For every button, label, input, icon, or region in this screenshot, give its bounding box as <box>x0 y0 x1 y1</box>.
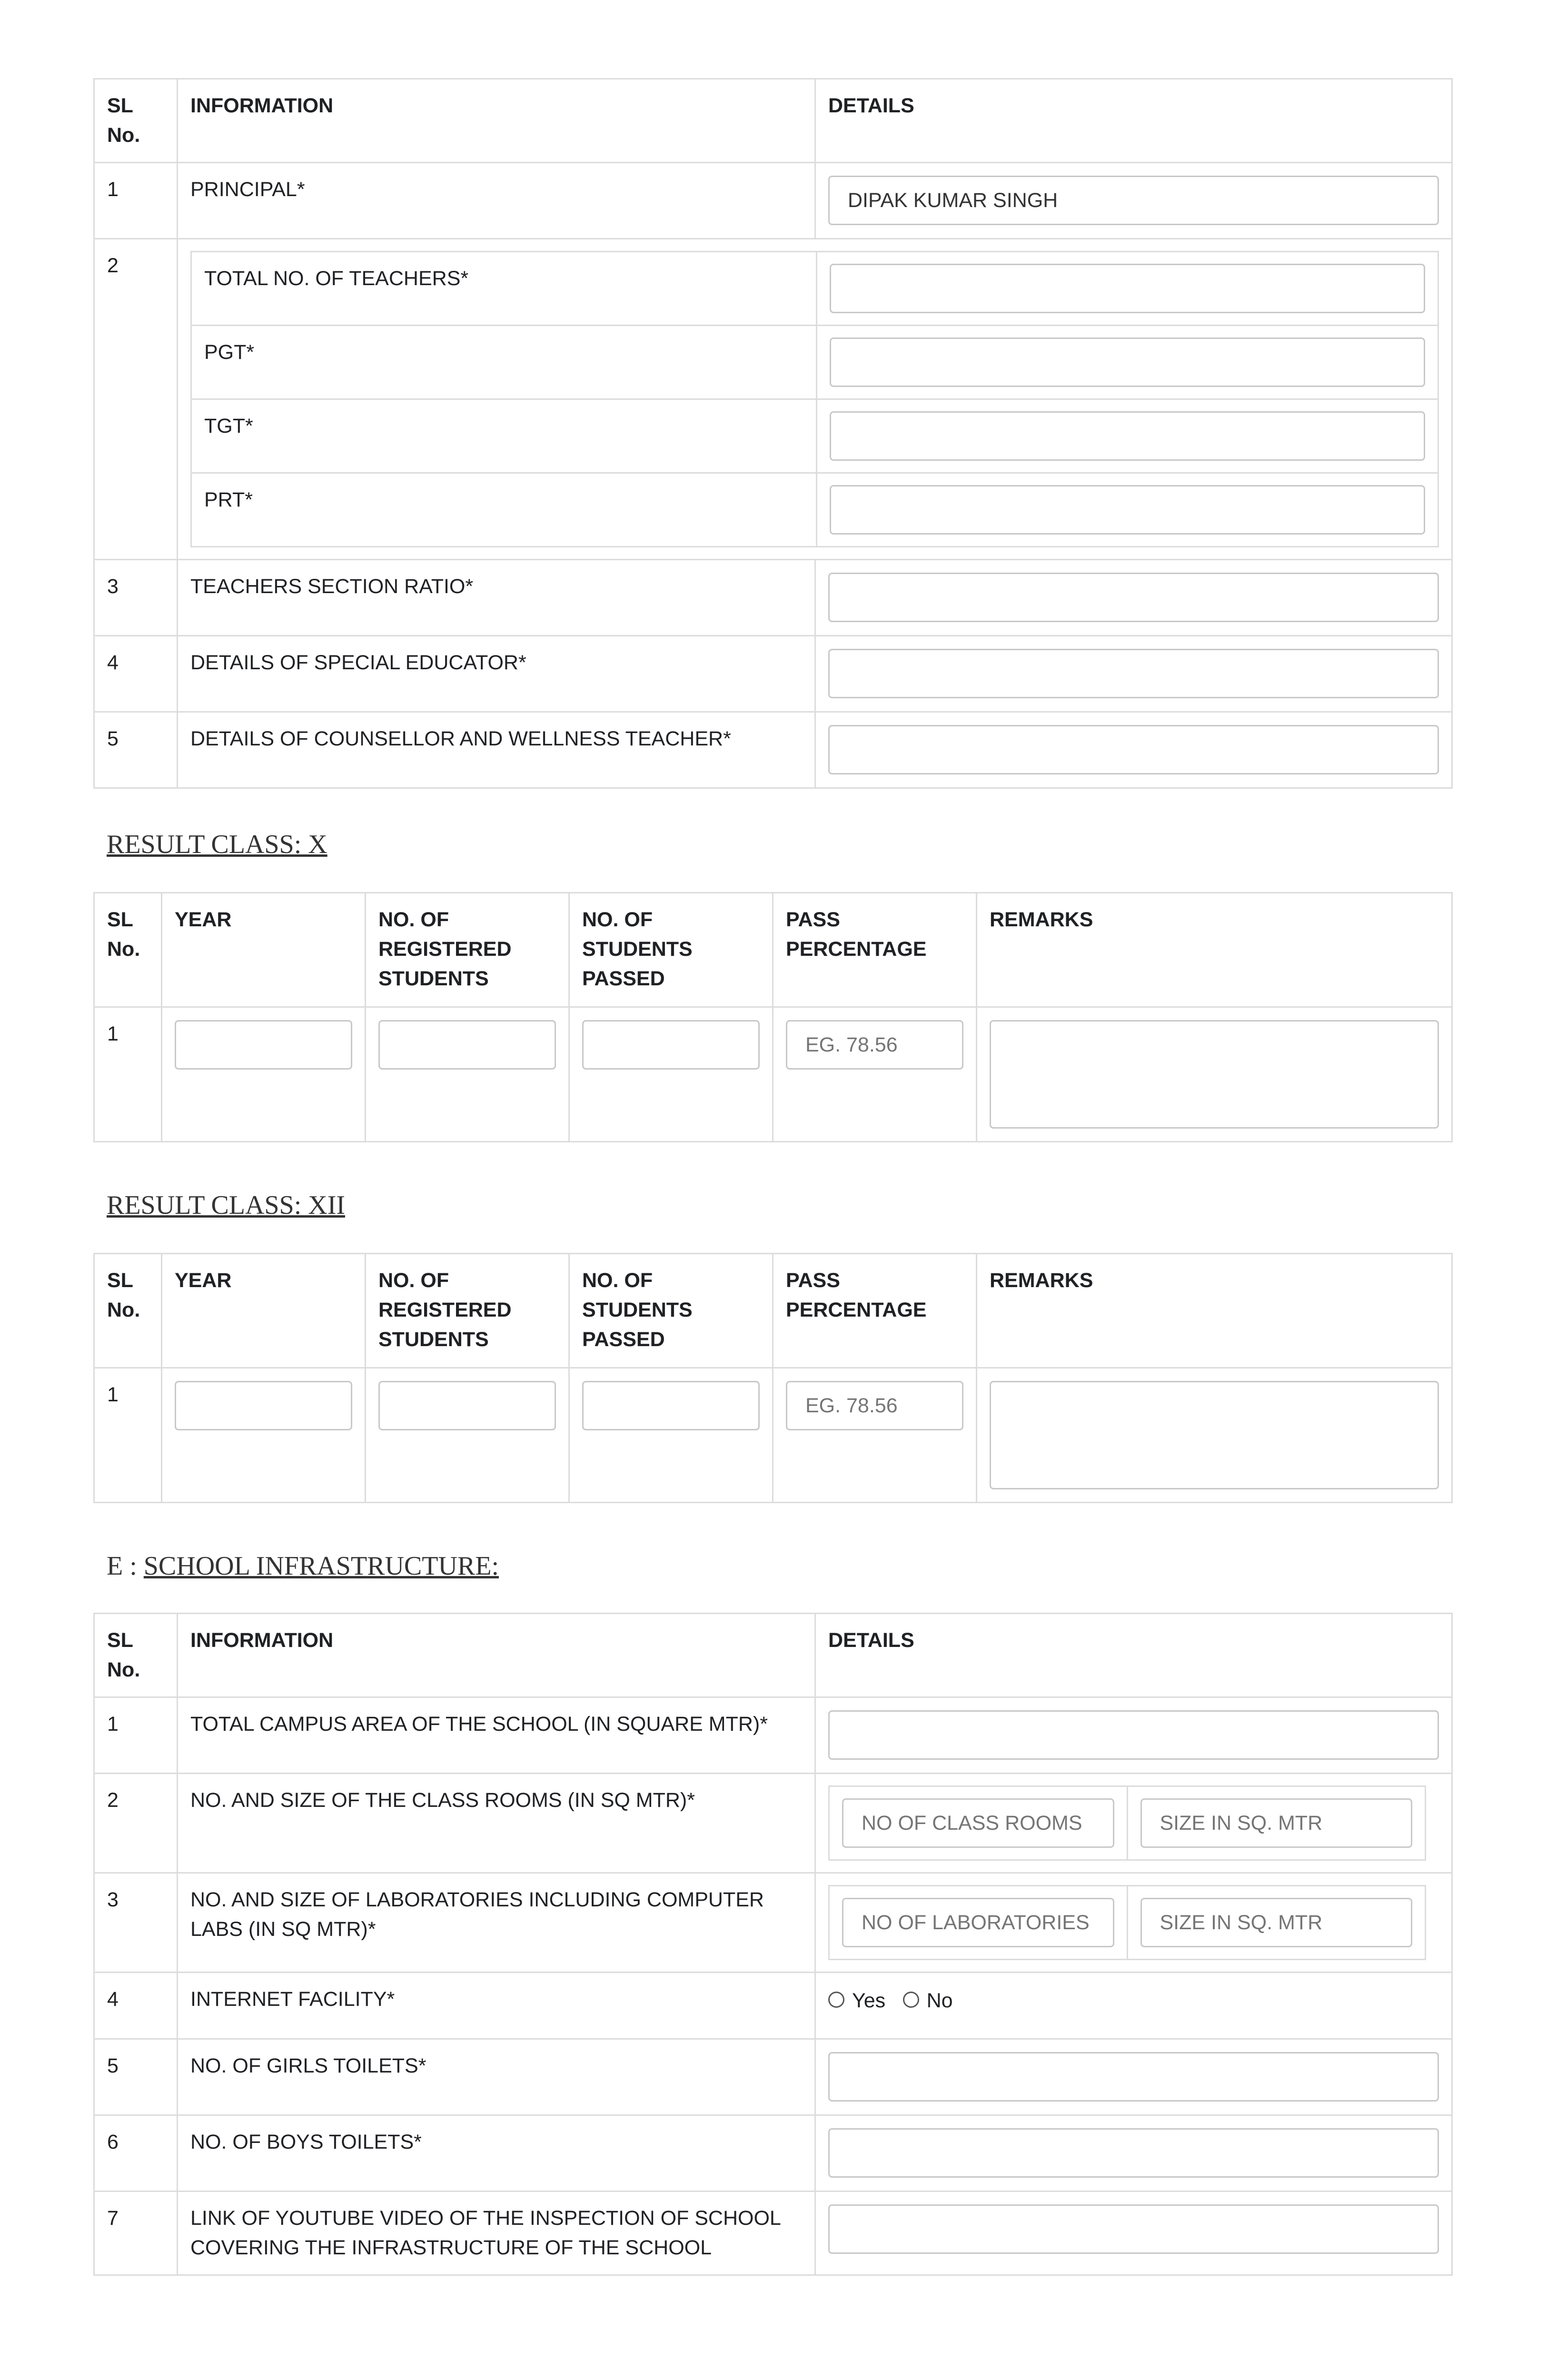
internet-facility-label: INTERNET FACILITY* <box>178 1973 815 2039</box>
prt-label: PRT* <box>191 473 817 547</box>
row-sl: 3 <box>94 560 178 636</box>
year-input[interactable] <box>175 1020 352 1070</box>
principal-input[interactable]: DIPAK KUMAR SINGH <box>828 176 1439 225</box>
infrastructure-heading <box>107 1551 499 1581</box>
pass-percentage-input[interactable]: EG. 78.56 <box>786 1381 963 1430</box>
row-sl: 7 <box>94 2192 178 2275</box>
pass-percentage-input[interactable]: EG. 78.56 <box>786 1020 963 1070</box>
staff-table <box>93 78 1453 789</box>
remarks-textarea[interactable] <box>990 1020 1439 1129</box>
youtube-link-label: LINK OF YOUTUBE VIDEO OF THE INSPECTION OF SCHOOL COVERING THE INFRASTRUCTURE OF THE SCHOOL <box>178 2192 815 2275</box>
campus-area-input[interactable] <box>828 1710 1439 1760</box>
counsellor-label: DETAILS OF COUNSELLOR AND WELLNESS TEACHER* <box>178 712 815 788</box>
class-rooms-subtable <box>828 1785 1426 1861</box>
row-sl: 1 <box>94 1697 178 1774</box>
teachers-section-ratio-input[interactable] <box>828 573 1439 622</box>
infrastructure-heading-title: SCHOOL INFRASTRUCTURE: <box>143 1551 499 1581</box>
total-teachers-input[interactable] <box>830 264 1425 313</box>
header-information: INFORMATION <box>178 1614 815 1697</box>
tgt-input[interactable] <box>830 411 1425 461</box>
year-input[interactable] <box>175 1381 352 1430</box>
row-sl: 4 <box>94 636 178 712</box>
header-registered: NO. OF REGISTERED STUDENTS <box>366 1254 569 1368</box>
header-pass-percentage: PASS PERCENTAGE <box>773 893 977 1007</box>
boys-toilets-input[interactable] <box>828 2128 1439 2178</box>
header-passed: NO. OF STUDENTS PASSED <box>569 1254 773 1368</box>
header-sl: SL No. <box>94 1614 178 1697</box>
row-sl: 2 <box>94 1774 178 1873</box>
tgt-label: TGT* <box>191 399 817 473</box>
header-information: INFORMATION <box>178 79 815 163</box>
row-sl: 6 <box>94 2115 178 2192</box>
class-rooms-size-input[interactable]: SIZE IN SQ. MTR <box>1140 1798 1413 1848</box>
principal-label: PRINCIPAL* <box>178 163 815 239</box>
pgt-input[interactable] <box>830 337 1425 387</box>
header-details: DETAILS <box>815 1614 1452 1697</box>
row-sl: 4 <box>94 1973 178 2039</box>
row-sl: 1 <box>94 163 178 239</box>
row-sl: 3 <box>94 1873 178 1973</box>
result-x-heading: RESULT CLASS: X <box>107 830 327 859</box>
infrastructure-table <box>93 1613 1453 2276</box>
prt-input[interactable] <box>830 485 1425 535</box>
youtube-link-input[interactable] <box>828 2204 1439 2254</box>
header-year: YEAR <box>162 893 366 1007</box>
class-rooms-label: NO. AND SIZE OF THE CLASS ROOMS (IN SQ MTR)* <box>178 1774 815 1873</box>
pgt-label: PGT* <box>191 326 817 399</box>
registered-input[interactable] <box>378 1381 556 1430</box>
counsellor-input[interactable] <box>828 725 1439 774</box>
header-sl: SL No. <box>94 1254 162 1368</box>
header-registered: NO. OF REGISTERED STUDENTS <box>366 893 569 1007</box>
row-sl: 1 <box>94 1368 162 1503</box>
campus-area-label: TOTAL CAMPUS AREA OF THE SCHOOL (IN SQUARE MTR)* <box>178 1697 815 1774</box>
header-passed: NO. OF STUDENTS PASSED <box>569 893 773 1007</box>
remarks-textarea[interactable] <box>990 1381 1439 1489</box>
header-remarks: REMARKS <box>977 1254 1452 1368</box>
header-remarks: REMARKS <box>977 893 1452 1007</box>
header-sl: SL No. <box>94 79 178 163</box>
passed-input[interactable] <box>582 1020 760 1070</box>
result-xii-heading: RESULT CLASS: XII <box>107 1190 345 1220</box>
result-xii-table <box>93 1253 1453 1503</box>
special-educator-input[interactable] <box>828 649 1439 698</box>
result-x-table <box>93 892 1453 1142</box>
laboratories-count-input[interactable]: NO OF LABORATORIES <box>842 1898 1114 1947</box>
girls-toilets-label: NO. OF GIRLS TOILETS* <box>178 2039 815 2115</box>
laboratories-subtable <box>828 1885 1426 1960</box>
laboratories-label: NO. AND SIZE OF LABORATORIES INCLUDING COMPUTER LABS (IN SQ MTR)* <box>178 1873 815 1973</box>
special-educator-label: DETAILS OF SPECIAL EDUCATOR* <box>178 636 815 712</box>
teachers-subtable <box>190 251 1439 547</box>
internet-no-radio[interactable] <box>903 1992 919 2008</box>
total-teachers-label: TOTAL NO. OF TEACHERS* <box>191 252 817 326</box>
infrastructure-heading-prefix: E : <box>107 1551 144 1581</box>
passed-input[interactable] <box>582 1381 760 1430</box>
teachers-section-ratio-label: TEACHERS SECTION RATIO* <box>178 560 815 636</box>
internet-yes-label[interactable]: Yes <box>852 1989 886 2012</box>
row-sl: 5 <box>94 2039 178 2115</box>
row-sl: 1 <box>94 1007 162 1142</box>
row-sl: 5 <box>94 712 178 788</box>
internet-no-label[interactable]: No <box>926 1989 953 2012</box>
boys-toilets-label: NO. OF BOYS TOILETS* <box>178 2115 815 2192</box>
header-pass-percentage: PASS PERCENTAGE <box>773 1254 977 1368</box>
header-details: DETAILS <box>815 79 1452 163</box>
internet-yes-radio[interactable] <box>828 1992 844 2008</box>
girls-toilets-input[interactable] <box>828 2052 1439 2102</box>
laboratories-size-input[interactable]: SIZE IN SQ. MTR <box>1140 1898 1413 1947</box>
header-year: YEAR <box>162 1254 366 1368</box>
row-sl: 2 <box>94 239 178 560</box>
header-sl: SL No. <box>94 893 162 1007</box>
class-rooms-count-input[interactable]: NO OF CLASS ROOMS <box>842 1798 1114 1848</box>
registered-input[interactable] <box>378 1020 556 1070</box>
